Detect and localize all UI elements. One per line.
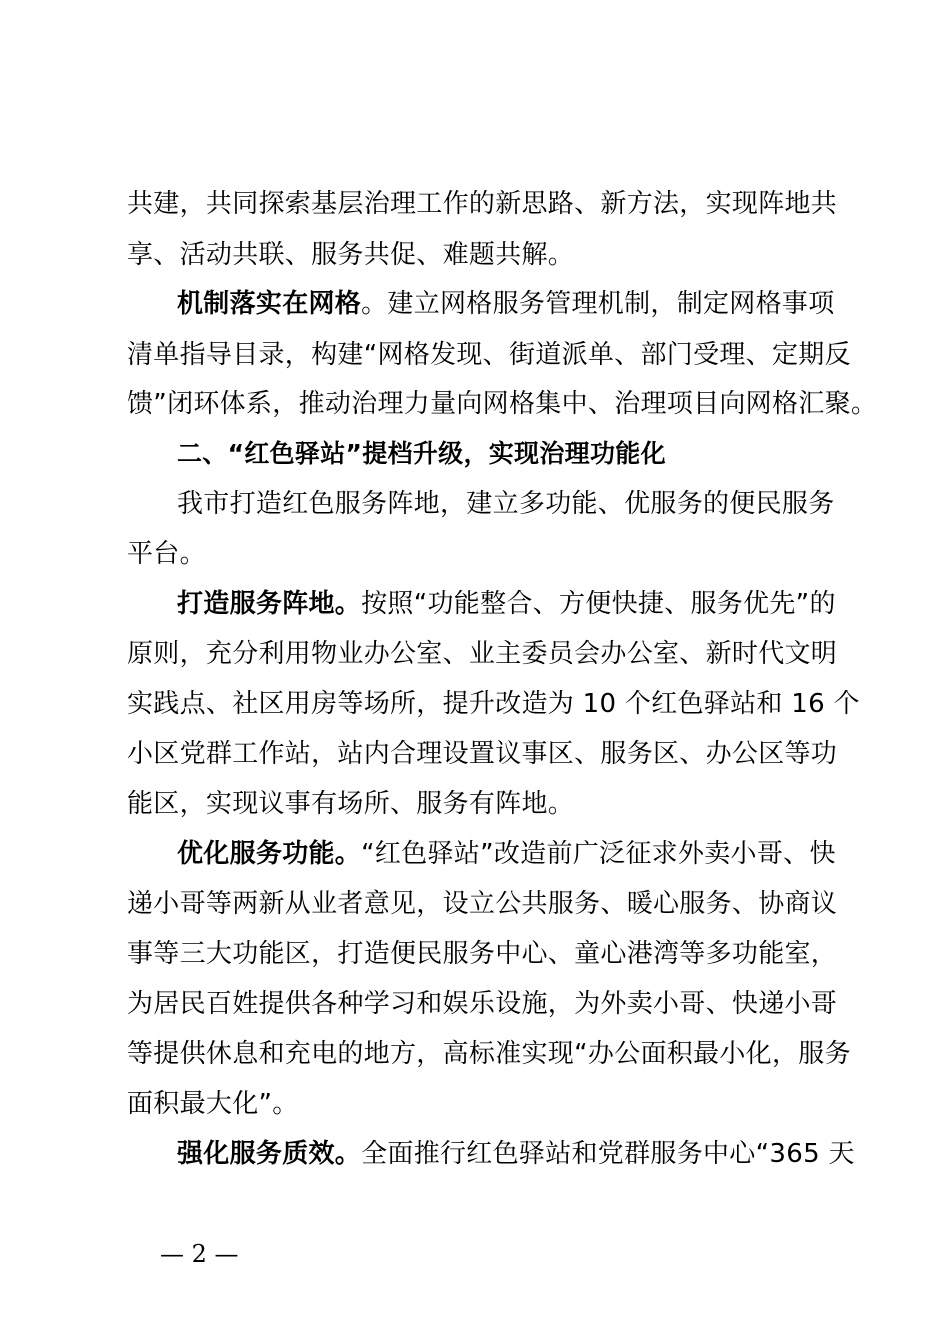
paragraph-text: “红色驿站”改造前广泛征求外卖小哥、快: [361, 839, 836, 869]
paragraph-text: 。建立网格服务管理机制，制定网格事项: [361, 289, 835, 319]
paragraph-line: 原则，充分利用物业办公室、业主委员会办公室、新时代文明: [127, 639, 838, 669]
paragraph-line: 递小哥等两新从业者意见，设立公共服务、暖心服务、协商议: [127, 889, 838, 919]
paragraph-line: 能区，实现议事有场所、服务有阵地。: [127, 789, 575, 819]
paragraph-lead: 打造服务阵地。: [177, 589, 362, 619]
paragraph-line: 馈”闭环体系，推动治理力量向网格集中、治理项目向网格汇聚。: [127, 389, 878, 419]
paragraph-lead: 机制落实在网格: [177, 289, 362, 319]
paragraph-line: 共建，共同探索基层治理工作的新思路、新方法，实现阵地共: [127, 189, 838, 219]
paragraph-line: 等提供休息和充电的地方，高标准实现“办公面积最小化，服务: [127, 1039, 851, 1069]
paragraph-line: 小区党群工作站，站内合理设置议事区、服务区、办公区等功: [127, 739, 838, 769]
paragraph-line: 为居民百姓提供各种学习和娱乐设施，为外卖小哥、快递小哥: [127, 989, 838, 1019]
section-heading: 二、“红色驿站”提档升级，实现治理功能化: [177, 439, 666, 468]
paragraph-line: 享、活动共联、服务共促、难题共解。: [127, 240, 575, 270]
paragraph-line: 平台。: [127, 539, 206, 569]
paragraph-line: [177, 287, 835, 321]
paragraph-line: [177, 837, 836, 871]
paragraph-line: 实践点、社区用房等场所，提升改造为 10 个红色驿站和 16 个: [127, 689, 860, 719]
paragraph-line: 我市打造红色服务阵地，建立多功能、优服务的便民服务: [177, 489, 835, 519]
page-number: — 2 —: [160, 1240, 239, 1268]
paragraph-lead: 优化服务功能。: [177, 839, 362, 869]
paragraph-line: 清单指导目录，构建“网格发现、街道派单、部门受理、定期反: [127, 340, 851, 370]
paragraph-text: 按照“功能整合、方便快捷、服务优先”的: [361, 589, 836, 619]
paragraph-line: 事等三大功能区，打造便民服务中心、童心港湾等多功能室，: [127, 939, 838, 969]
paragraph-line: 面积最大化”。: [127, 1089, 299, 1119]
paragraph-line: [177, 1137, 855, 1171]
paragraph-text: 全面推行红色驿站和党群服务中心“365 天: [361, 1139, 855, 1169]
paragraph-line: [177, 587, 836, 621]
paragraph-lead: 强化服务质效。: [177, 1139, 362, 1169]
